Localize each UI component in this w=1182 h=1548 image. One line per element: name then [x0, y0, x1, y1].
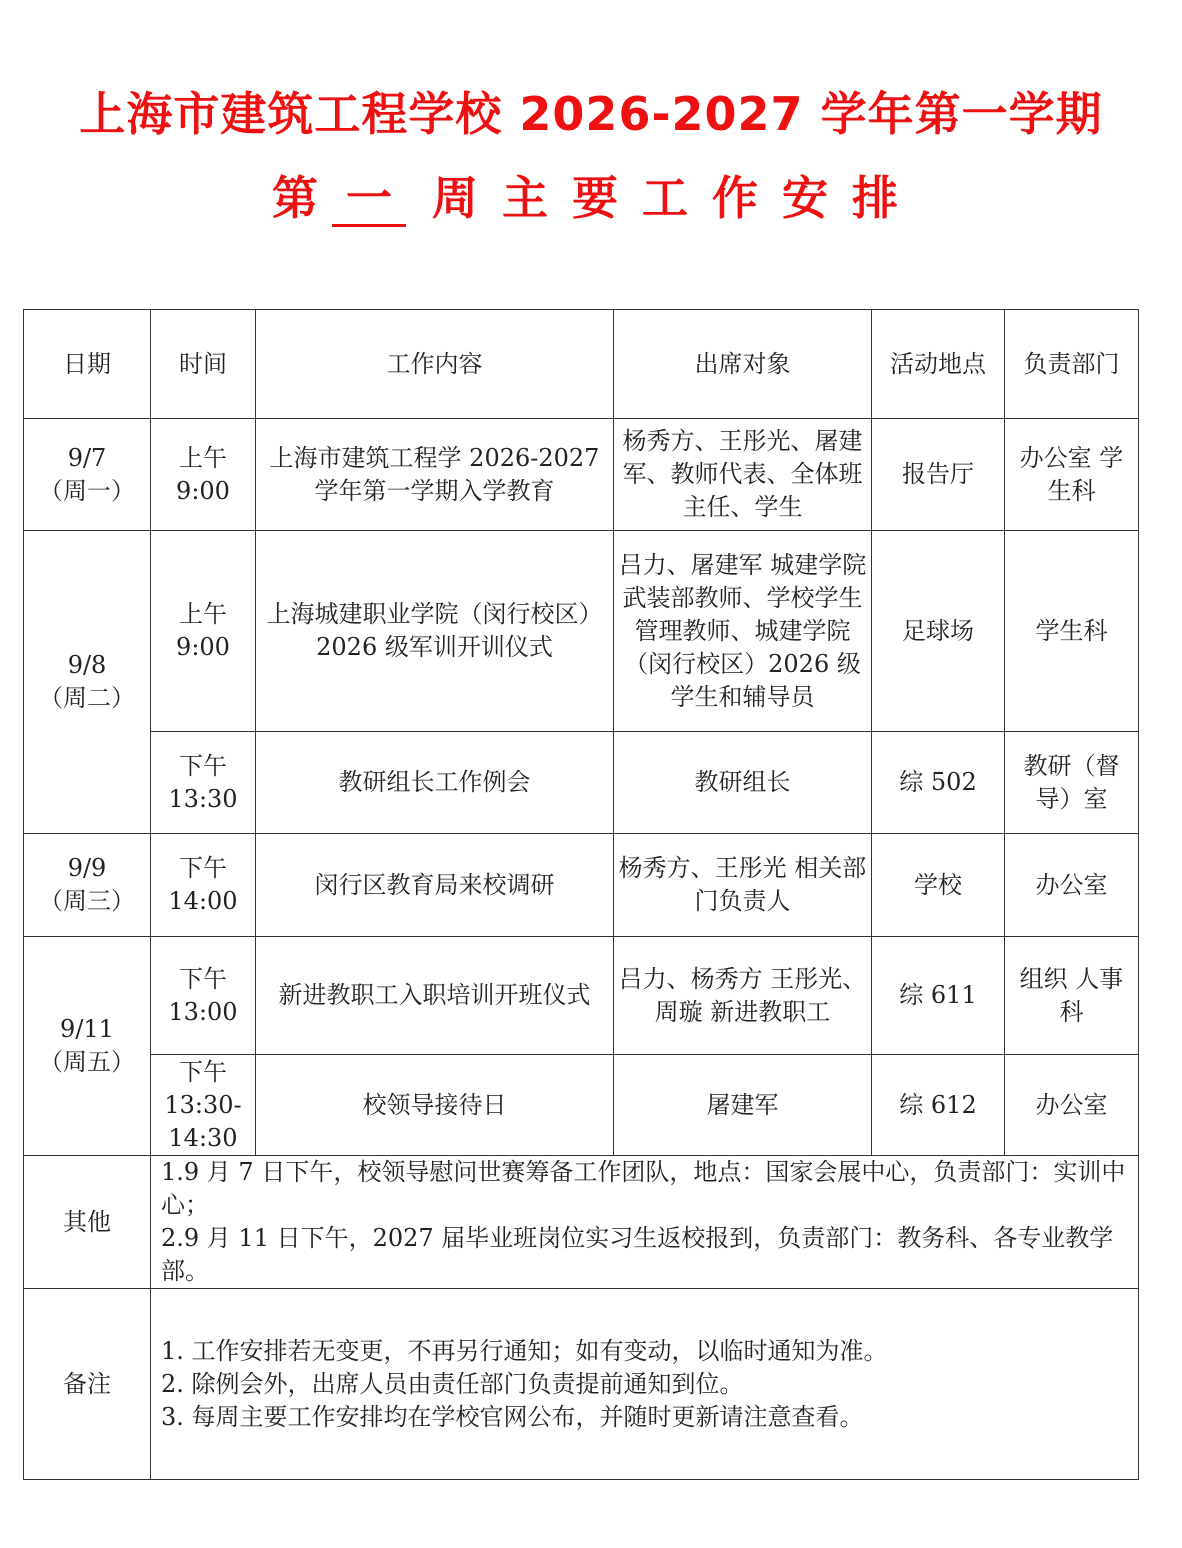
- document-subtitle: [0, 162, 1182, 228]
- time-value: 13:30: [168, 784, 238, 813]
- content-cell: 教研组长工作例会: [256, 732, 614, 834]
- time-period: 下午: [179, 751, 227, 780]
- time-value: 9:00: [176, 633, 230, 661]
- place-cell: 综 611: [872, 937, 1005, 1055]
- subtitle-char: 排: [852, 171, 898, 225]
- other-item: 2.9 月 11 日下午，2027 届毕业班岗位实习生返校报到，负责部门：教务科、各专业教学部。: [161, 1224, 1114, 1285]
- attendees-cell: 吕力、屠建军 城建学院武装部教师、学校学生管理教师、城建学院（闵行校区）2026 级学生和辅导员: [614, 531, 872, 732]
- header-content: 工作内容: [256, 310, 614, 419]
- notes-label: 备注: [24, 1289, 151, 1480]
- note-item: 3. 每周主要工作安排均在学校官网公布，并随时更新请注意查看。: [161, 1402, 864, 1431]
- content-cell: 新进教职工入职培训开班仪式: [256, 937, 614, 1055]
- dept-cell: 教研（督导）室: [1005, 732, 1139, 834]
- table-header-row: [24, 310, 1139, 419]
- notes-row: [24, 1289, 1139, 1480]
- time-period: 下午: [179, 854, 227, 882]
- date: 9/11: [60, 1015, 114, 1043]
- table-row: [24, 834, 1139, 937]
- subtitle-char: 作: [712, 171, 758, 225]
- weekday: （周三）: [39, 887, 135, 915]
- other-item: 1.9 月 7 日下午，校领导慰问世赛筹备工作团队，地点：国家会展中心，负责部门：实训中心；: [161, 1158, 1126, 1219]
- subtitle-char: 要: [572, 171, 618, 225]
- other-label: 其他: [24, 1156, 151, 1289]
- header-place: 活动地点: [872, 310, 1005, 419]
- time-value: 13:00: [168, 997, 238, 1026]
- table-row: [24, 531, 1139, 732]
- place-cell: 综 612: [872, 1055, 1005, 1156]
- place-cell: 学校: [872, 834, 1005, 937]
- time-cell: [151, 1055, 256, 1156]
- date: 9/7: [67, 443, 107, 472]
- subtitle-char: 安: [782, 171, 828, 225]
- schedule-table: [23, 309, 1139, 1480]
- content-cell: 上海市建筑工程学 2026-2027 学年第一学期入学教育: [256, 419, 614, 531]
- weekday: （周一）: [39, 476, 135, 505]
- time-period: 上午: [179, 443, 227, 472]
- time-value-end: 14:30: [168, 1123, 238, 1152]
- dept-cell: 办公室: [1005, 834, 1139, 937]
- attendees-cell: 杨秀方、王彤光 相关部门负责人: [614, 834, 872, 937]
- time-value: 13:30-: [164, 1090, 242, 1119]
- content-cell: 上海城建职业学院（闵行校区）2026 级军训开训仪式: [256, 531, 614, 732]
- attendees-cell: 屠建军: [614, 1055, 872, 1156]
- table-row: [24, 937, 1139, 1055]
- header-dept: 负责部门: [1005, 310, 1139, 419]
- date-cell: [24, 419, 151, 531]
- weekday: （周五）: [39, 1048, 135, 1076]
- date-cell: [24, 531, 151, 834]
- dept-cell: 办公室 学生科: [1005, 419, 1139, 531]
- note-item: 1. 工作安排若无变更，不再另行通知；如有变动，以临时通知为准。: [161, 1336, 888, 1365]
- time-cell: [151, 419, 256, 531]
- subtitle-char: 工: [642, 171, 688, 225]
- content-cell: 闵行区教育局来校调研: [256, 834, 614, 937]
- time-cell: [151, 834, 256, 937]
- header-date: 日期: [24, 310, 151, 419]
- dept-cell: 办公室: [1005, 1055, 1139, 1156]
- attendees-cell: 杨秀方、王彤光、屠建军、教师代表、全体班主任、学生: [614, 419, 872, 531]
- note-item: 2. 除例会外，出席人员由责任部门负责提前通知到位。: [161, 1369, 744, 1398]
- time-period: 下午: [179, 1057, 227, 1086]
- dept-cell: 组织 人事科: [1005, 937, 1139, 1055]
- place-cell: 报告厅: [872, 419, 1005, 531]
- weekday: （周二）: [39, 684, 135, 712]
- document-title: 上海市建筑工程学校 2026-2027 学年第一学期: [79, 87, 1103, 141]
- attendees-cell: 吕力、杨秀方 王彤光、周璇 新进教职工: [614, 937, 872, 1055]
- subtitle-prefix: 第: [272, 171, 318, 225]
- date: 9/8: [67, 651, 107, 679]
- date-cell: [24, 937, 151, 1156]
- other-content: [151, 1156, 1139, 1289]
- notes-content: [151, 1289, 1139, 1480]
- place-cell: 综 502: [872, 732, 1005, 834]
- table-row: [24, 419, 1139, 531]
- subtitle-week-number: 一: [332, 172, 406, 227]
- header-attendees: 出席对象: [614, 310, 872, 419]
- other-row: [24, 1156, 1139, 1289]
- attendees-cell: 教研组长: [614, 732, 872, 834]
- time-period: 下午: [179, 964, 227, 993]
- time-cell: [151, 732, 256, 834]
- time-value: 14:00: [168, 887, 238, 915]
- date: 9/9: [67, 854, 107, 882]
- dept-cell: 学生科: [1005, 531, 1139, 732]
- table-row: [24, 1055, 1139, 1156]
- subtitle-char: 周: [432, 171, 478, 225]
- header-time: 时间: [151, 310, 256, 419]
- time-value: 9:00: [176, 476, 230, 505]
- place-cell: 足球场: [872, 531, 1005, 732]
- table-row: [24, 732, 1139, 834]
- time-cell: [151, 531, 256, 732]
- time-period: 上午: [179, 600, 227, 628]
- content-cell: 校领导接待日: [256, 1055, 614, 1156]
- time-cell: [151, 937, 256, 1055]
- subtitle-char: 主: [502, 171, 548, 225]
- date-cell: [24, 834, 151, 937]
